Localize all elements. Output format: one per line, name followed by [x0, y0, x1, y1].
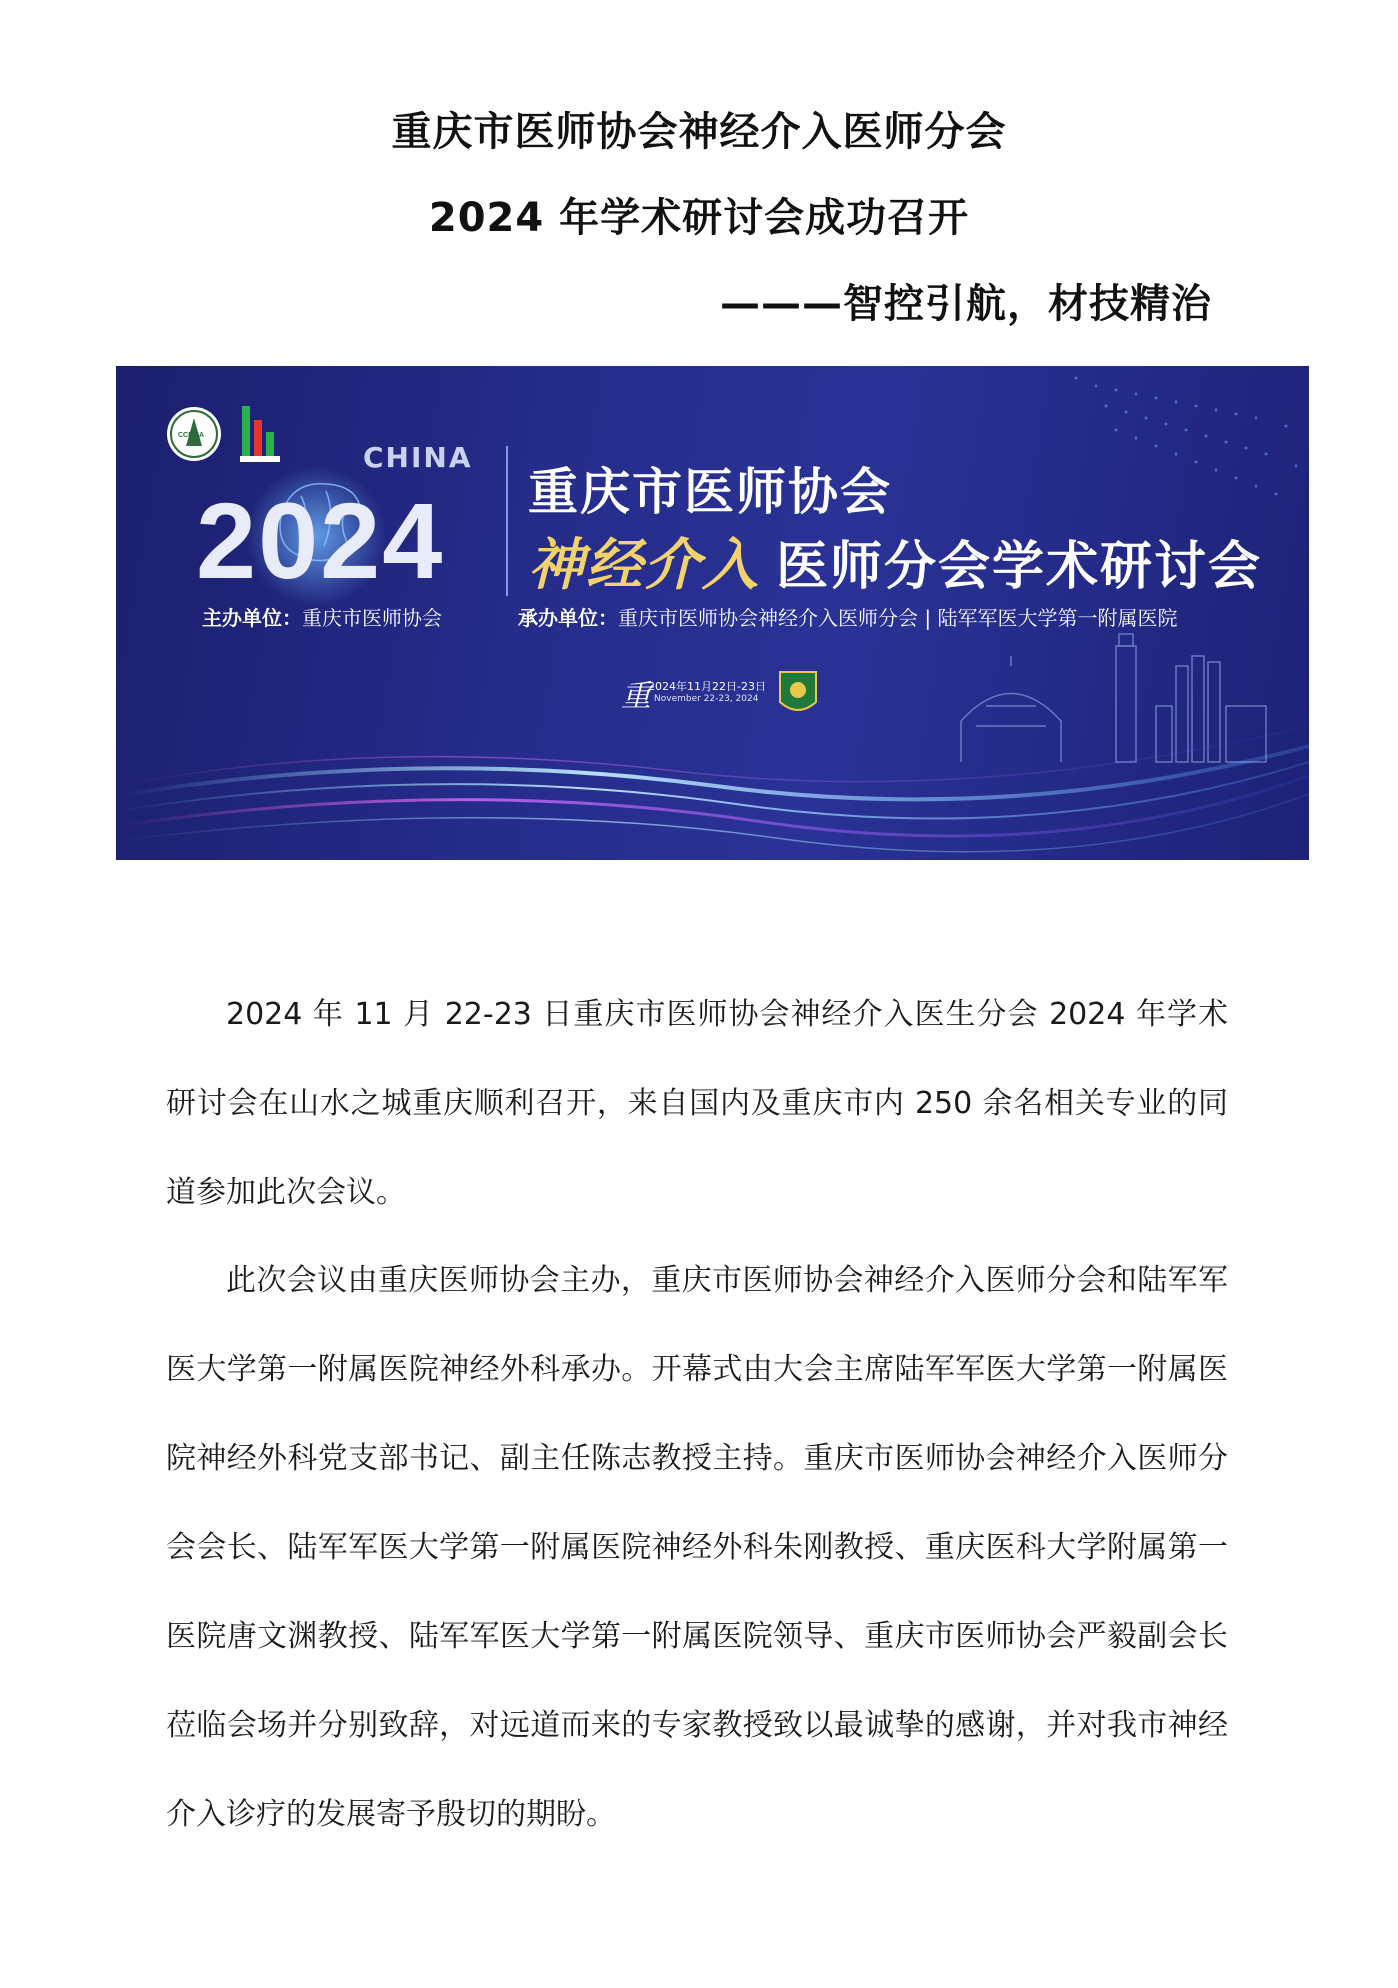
conference-banner	[116, 366, 1309, 860]
banner-china-label: CHINA	[363, 441, 473, 474]
body-paragraph-1: 2024 年 11 月 22-23 日重庆市医师协会神经介入医生分会 2024 年学术研讨会在山水之城重庆顺利召开，来自国内及重庆市内 250 余名相关专业的同道参加此次会议。	[166, 997, 1228, 1210]
hospital-emblem	[780, 672, 816, 710]
banner-year: 2024	[196, 480, 445, 601]
banner-date-en: November 22-23, 2024	[654, 694, 759, 704]
document-title-line1: 重庆市医师协会神经介入医师分会	[391, 109, 1007, 155]
city-skyline	[961, 634, 1266, 762]
banner-cohost	[518, 602, 1177, 631]
banner-host	[202, 602, 442, 631]
host-label: 主办单位：	[202, 606, 302, 630]
body-paragraph-2: 此次会议由重庆医师协会主办，重庆市医师协会神经介入医师分会和陆军军医大学第一附属医院神经外科承办。开幕式由大会主席陆军军医大学第一附属医院神经外科党支部书记、副主任陈志教授主持。重庆市医师协会神经介入医师分会会长、陆军军医大学第一附属医院神经外科朱刚教授、重庆医科大学附属第一医院唐文渊教授、陆军军医大学第一附属医院领导、重庆市医师协会严毅副会长莅临会场并分别致辞，对远道而来的专家教授致以最诚挚的感谢，并对我市神经介入诊疗的发展寄予殷切的期盼。	[166, 1263, 1228, 1832]
document-title-line2: 2024 年学术研讨会成功召开	[428, 195, 970, 241]
banner-date-cn: 2024年11月22日-23日	[648, 680, 766, 693]
host-value: 重庆市医师协会	[302, 606, 442, 630]
chongqing-calligraphy: 重	[621, 679, 651, 714]
banner-title-line1: 重庆市医师协会	[528, 463, 892, 521]
light-waves	[116, 726, 1309, 852]
partner-logo	[240, 406, 280, 462]
banner-title-line2: 医师分会学术研讨会	[776, 537, 1263, 597]
cohost-value: 重庆市医师协会神经介入医师分会 | 陆军军医大学第一附属医院	[618, 606, 1178, 630]
cohost-label: 承办单位：	[518, 606, 618, 630]
document-subtitle: ———智控引航，材技精治	[720, 281, 1212, 327]
banner-title-highlight: 神经介入	[528, 533, 760, 598]
dot-grid-decoration	[1075, 377, 1298, 496]
ccmda-logo-text: CCMDA	[178, 432, 205, 439]
